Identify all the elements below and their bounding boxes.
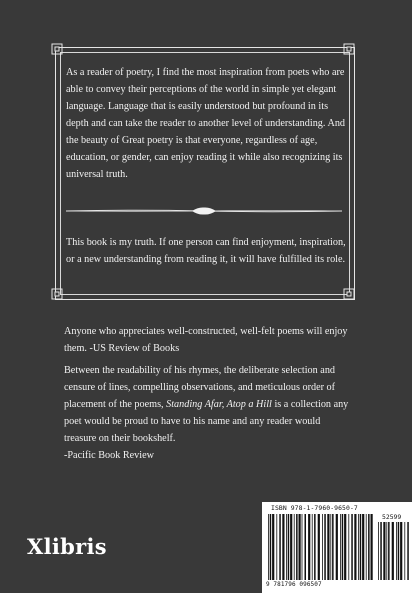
- barcode-bar: [286, 514, 287, 580]
- barcode-bar: [400, 522, 402, 580]
- barcode-bar: [330, 514, 331, 580]
- barcode-bar: [398, 522, 400, 580]
- barcode-bar: [348, 514, 349, 580]
- frame-corner-ornament-icon: [343, 43, 355, 55]
- barcode-bar: [351, 514, 353, 580]
- barcode-bar: [318, 514, 320, 580]
- barcode-bar: [327, 514, 329, 580]
- barcode-bar: [388, 522, 390, 580]
- price-code: 52599: [382, 513, 402, 521]
- barcode-bar: [360, 514, 362, 580]
- barcode-bar: [342, 514, 344, 580]
- publisher-logo: Xlibris: [27, 534, 107, 559]
- barcode-bar: [299, 514, 301, 580]
- barcode-bar: [344, 514, 346, 580]
- isbn-text: ISBN 978-1-7960-9650-7: [271, 504, 358, 512]
- barcode-bar: [312, 514, 313, 580]
- barcode-bar: [276, 514, 277, 580]
- barcode-bar: [386, 522, 387, 580]
- barcode-bar: [358, 514, 359, 580]
- barcode-bar: [366, 514, 367, 580]
- barcode-bar: [308, 514, 310, 580]
- barcode-bar: [362, 514, 364, 580]
- frame-corner-ornament-icon: [343, 288, 355, 300]
- review-quote-2: [64, 362, 354, 464]
- barcode-bar: [371, 514, 373, 580]
- barcode-bar: [396, 522, 397, 580]
- barcode-bar: [288, 514, 290, 580]
- barcode-bar: [268, 514, 269, 580]
- review-2-text-after: is a collection any poet would be proud to have to his name and any reader would treasure on their bookshelf.: [64, 399, 349, 444]
- barcode-bar: [296, 514, 298, 580]
- review-2-text-before: Between the readability of his rhymes, the deliberate selection and censure of lines, compelling observations, and meticulous order of placement of the poems,: [64, 365, 336, 410]
- barcode-bar: [282, 514, 284, 580]
- barcode-bar: [322, 514, 323, 580]
- barcode-bar: [378, 522, 379, 580]
- barcode-bar: [279, 514, 281, 580]
- blurb-paragraph-2: This book is my truth. If one person can find enjoyment, inspiration, or a new understanding from reading it, it will have fulfilled its role.: [66, 237, 346, 265]
- barcode-bar: [404, 522, 405, 580]
- barcode-bar: [270, 514, 272, 580]
- review-2-source: -Pacific Book Review: [64, 450, 154, 461]
- frame-corner-ornament-icon: [51, 288, 63, 300]
- barcode-bar: [302, 514, 303, 580]
- barcode-bar: [332, 514, 334, 580]
- frame-corner-ornament-icon: [51, 43, 63, 55]
- barcode-bar: [305, 514, 307, 580]
- barcode-bar: [272, 514, 274, 580]
- barcode-bar: [383, 522, 385, 580]
- barcode-bar: [407, 522, 409, 580]
- barcode-bar: [294, 514, 295, 580]
- barcode-bar: [290, 514, 292, 580]
- barcode-bar: [336, 514, 338, 580]
- barcode-bar: [380, 522, 382, 580]
- barcode-bar: [324, 514, 326, 580]
- barcode-digits: 9 781796 096507: [266, 581, 322, 588]
- barcode-bar: [368, 514, 370, 580]
- barcode-bar: [340, 514, 341, 580]
- blurb-paragraph-1: As a reader of poetry, I find the most inspiration from poets who are able to convey their perceptions of the world in simple yet elegant language. Language that is easily understood but profound in its depth and can take the reader to another level of understanding. And the beauty of Great poetry is that everyone, regardless of age, education, or gender, can enjoy reading it while also recognizing its universal truth.: [66, 67, 346, 180]
- barcode-bar: [392, 522, 394, 580]
- review-quote-1: Anyone who appreciates well-constructed, well-felt poems will enjoy them. -US Review of Books: [64, 326, 348, 354]
- barcode-bar: [354, 514, 356, 580]
- ornamental-divider-icon: [66, 203, 342, 213]
- barcode-bar: [314, 514, 316, 580]
- book-title-italic: Standing Afar, Atop a Hill: [166, 399, 272, 410]
